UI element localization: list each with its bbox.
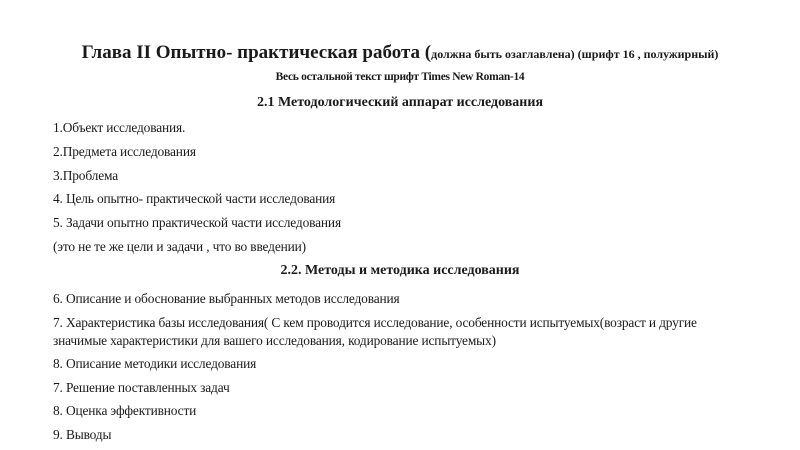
list-item-continuation: значимые характеристики для вашего исследования, кодирование испытуемых)	[53, 333, 496, 348]
list-item: 8. Оценка эффективности	[53, 403, 197, 418]
list-item: 4. Цель опытно- практической части исследования	[53, 191, 336, 206]
font-note: Весь остальной текст шрифт Times New Roman-14	[275, 71, 525, 83]
list-item: 7. Решение поставленных задач	[53, 380, 230, 395]
list-item: 6. Описание и обоснование выбранных методов исследования	[53, 291, 400, 306]
section-heading-2-1: 2.1 Методологический аппарат исследования	[256, 95, 544, 110]
list-item: 5. Задачи опытно практической части исследования	[53, 215, 341, 230]
chapter-title-main: Глава II Опытно- практическая работа (	[81, 42, 432, 63]
chapter-title	[0, 43, 800, 62]
list-item: (это не те же цели и задачи , что во введении)	[53, 239, 306, 254]
list-item: 8. Описание методики исследования	[53, 356, 257, 371]
list-item: 3.Проблема	[53, 168, 119, 183]
list-item: 7. Характеристика базы исследования( С кем проводится исследование, особенности испытуемых(возраст и другие	[53, 315, 697, 330]
list-item: 9. Выводы	[53, 427, 112, 442]
section-heading-2-2: 2.2. Методы и методика исследования	[280, 263, 520, 278]
chapter-title-note: должна быть озаглавлена) (шрифт 16 , полужирный)	[431, 47, 719, 61]
list-item: 2.Предмета исследования	[53, 144, 196, 159]
list-item: 1.Объект исследования.	[53, 120, 186, 135]
